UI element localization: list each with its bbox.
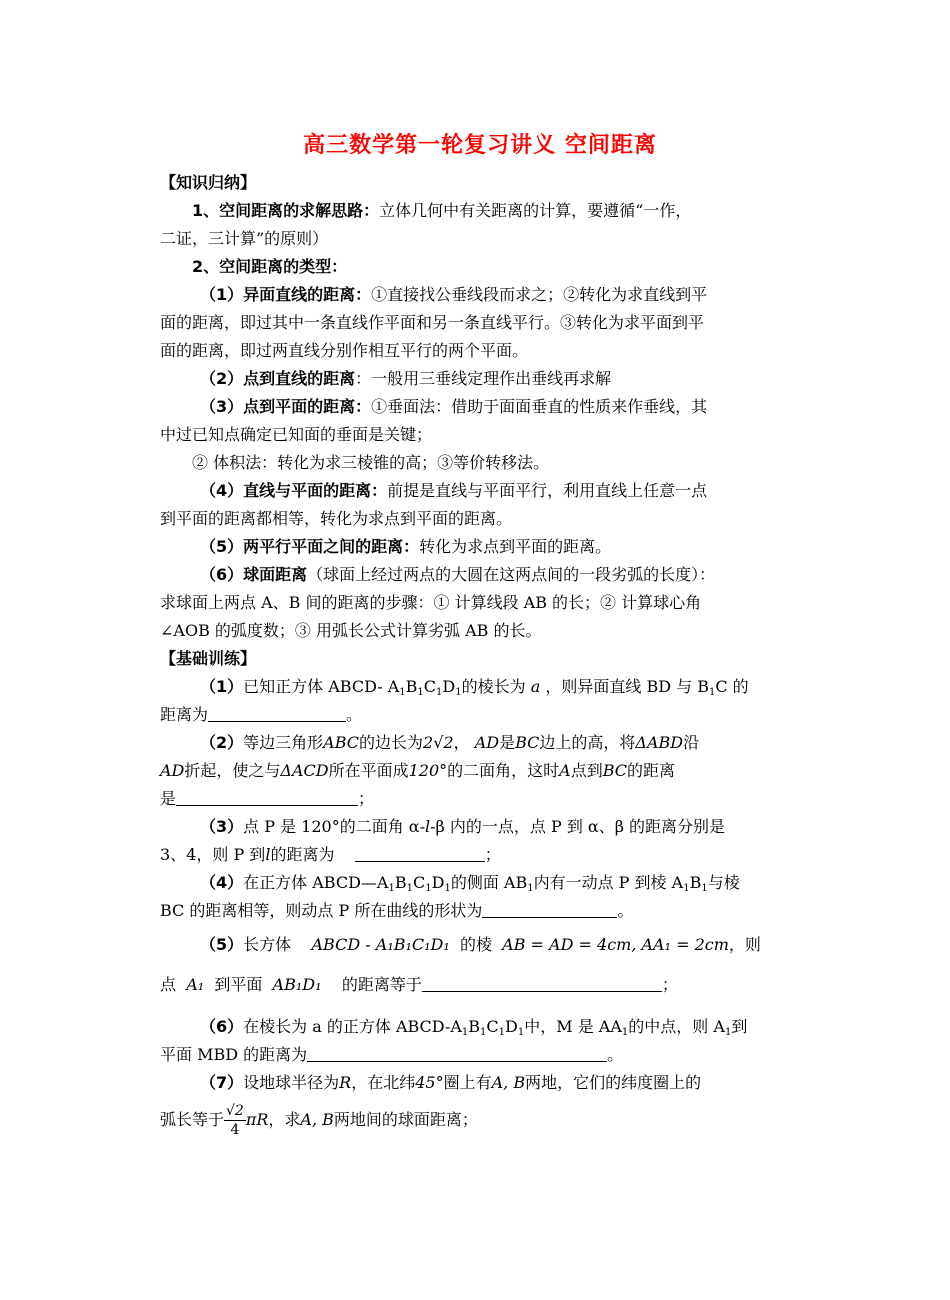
type-6: （6）球面距离（球面上经过两点的大圆在这两点间的一段劣弧的长度）： <box>200 565 716 584</box>
answer-blank[interactable] <box>176 789 358 806</box>
problem-7-line2: 弧长等于 $\frac{√2}{4}$ πR，求A, B两地间的球面距离； <box>160 1103 478 1138</box>
type-1-line2: 面的距离，即过其中一条直线作平面和另一条直线平行。③转化为求平面到平 <box>160 313 705 332</box>
fraction: $\frac{√2}{4}$ <box>226 1103 244 1138</box>
problem-5-line2: 点 A₁ 到平面 AB₁D₁ 的距离等于 ； <box>160 975 678 994</box>
problem-6: （6）在棱长为 a 的正方体 ABCD-$A_1B_1C_1D_1$中，M 是 $AA_1$的中点，则 $A_1$到 <box>200 1017 748 1038</box>
answer-blank[interactable] <box>422 975 662 992</box>
knowledge-item-2: 2、空间距离的类型： <box>192 257 348 276</box>
section-knowledge-heading: 【知识归纳】 <box>160 173 257 192</box>
type-5: （5）两平行平面之间的距离：转化为求点到平面的距离。 <box>200 537 612 556</box>
problem-4-line2: BC 的距离相等，则动点 P 所在曲线的形状为 。 <box>160 901 634 920</box>
type-6-line2: 求球面上两点 A、B 间的距离的步骤：① 计算线段 AB 的长；② 计算球心角 <box>160 593 702 612</box>
problem-3-line2: 3、4，则 P 到l的距离为 ； <box>160 845 501 864</box>
problem-2: （2）等边三角形ABC的边长为2√2， AD是BC边上的高，将ΔABD沿 <box>200 733 700 752</box>
answer-blank[interactable] <box>307 1045 607 1062</box>
answer-blank[interactable] <box>208 705 346 722</box>
type-3-line3: ② 体积法：转化为求三棱锥的高；③等价转移法。 <box>192 453 550 472</box>
problem-7: （7）设地球半径为R，在北纬45°圈上有A, B两地，它们的纬度圈上的 <box>200 1073 702 1092</box>
problem-2-line2: AD折起，使之与ΔACD所在平面成120°的二面角，这时A点到BC的距离 <box>160 761 676 780</box>
answer-blank[interactable] <box>482 901 617 918</box>
problem-5: （5）长方体 ABCD - A₁B₁C₁D₁ 的棱 AB = AD = 4cm, AA₁ = 2cm，则 <box>200 935 761 954</box>
problem-6-line2: 平面 MBD 的距离为 。 <box>160 1045 624 1064</box>
type-4: （4）直线与平面的距离：前提是直线与平面平行，利用直线上任意一点 <box>200 481 708 500</box>
section-training-heading: 【基础训练】 <box>160 649 257 668</box>
page-title: 高三数学第一轮复习讲义 空间距离 <box>303 133 657 158</box>
type-1-line3: 面的距离，即过两直线分别作相互平行的两个平面。 <box>160 341 529 360</box>
problem-2-line3: 是 ； <box>160 789 375 808</box>
answer-blank[interactable] <box>355 845 485 862</box>
document-page <box>160 118 800 1143</box>
knowledge-item-1-cont: 二证，三计算”的原则） <box>160 229 329 248</box>
problem-1-line2: 距离为 。 <box>160 705 363 724</box>
knowledge-item-1: 1、空间距离的求解思路：立体几何中有关距离的计算，要遵循“一作， <box>192 201 692 220</box>
problem-3: （3）点 P 是 120°的二面角 α-l-β 内的一点，点 P 到 α、β 的距离分别是 <box>200 817 726 836</box>
type-6-line3: ∠AOB 的弧度数；③ 用弧长公式计算劣弧 AB 的长。 <box>160 621 542 640</box>
type-4-line2: 到平面的距离都相等，转化为求点到平面的距离。 <box>160 509 513 528</box>
problem-4: （4）在正方体 $ABCD—A_1B_1C_1D_1$的侧面 $AB_1$内有一动点 P 到棱 $A_1B_1$与棱 <box>200 873 740 894</box>
type-2: （2）点到直线的距离：一般用三垂线定理作出垂线再求解 <box>200 369 612 388</box>
type-1: （1）异面直线的距离：①直接找公垂线段而求之；②转化为求直线到平 <box>200 285 708 304</box>
problem-1: （1）已知正方体 ABCD- $A_1B_1C_1D_1$的棱长为 a ，则异面直线 BD 与 $B_1C$ 的 <box>200 677 749 698</box>
type-3: （3）点到平面的距离：①垂面法：借助于面面垂直的性质来作垂线，其 <box>200 397 708 416</box>
type-3-line2: 中过已知点确定已知面的垂面是关键； <box>160 425 433 444</box>
